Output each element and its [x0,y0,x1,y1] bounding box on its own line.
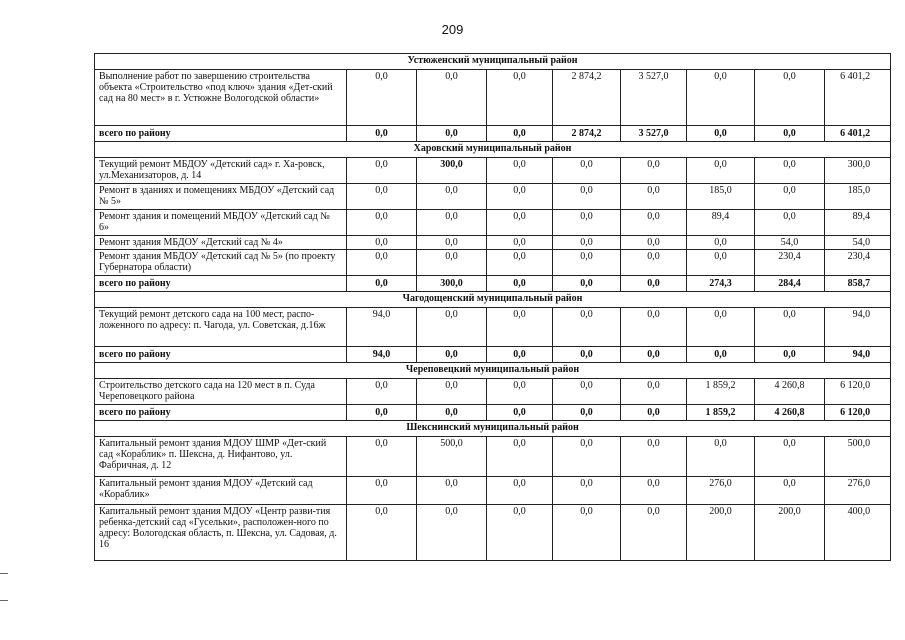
total-value: 0,0 [553,347,621,363]
row-value: 0,0 [621,236,687,250]
row-value: 0,0 [755,308,825,347]
row-value: 0,0 [347,250,417,276]
row-name: Ремонт в зданиях и помещениях МБДОУ «Детский сад № 5» [95,184,347,210]
row-value: 0,0 [687,236,755,250]
row-value: 0,0 [347,379,417,405]
row-value: 500,0 [825,437,891,477]
row-value: 0,0 [487,379,553,405]
total-value: 858,7 [825,276,891,292]
row-value: 0,0 [487,437,553,477]
row-value: 0,0 [417,477,487,505]
row-name: Текущий ремонт детского сада на 100 мест, распо-ложенного по адресу: п. Чагода, ул. Советская, д.16ж [95,308,347,347]
row-name: Капитальный ремонт здания МДОУ ШМР «Дет-ский сад «Кораблик» п. Шексна, д. Нифантово, ул. Фабричная, д. 12 [95,437,347,477]
row-value: 0,0 [755,184,825,210]
row-value: 0,0 [687,70,755,126]
row-value: 89,4 [825,210,891,236]
table-row [95,210,891,236]
row-value: 0,0 [553,308,621,347]
row-value: 200,0 [687,505,755,561]
row-value: 0,0 [417,184,487,210]
row-value: 0,0 [621,505,687,561]
total-value: 0,0 [347,126,417,142]
row-value: 0,0 [621,184,687,210]
total-row [95,405,891,421]
total-value: 274,3 [687,276,755,292]
row-value: 0,0 [553,250,621,276]
financing-table [94,53,891,561]
row-value: 0,0 [487,505,553,561]
row-value: 400,0 [825,505,891,561]
section-header [95,54,891,70]
row-value: 0,0 [621,379,687,405]
row-value: 0,0 [755,437,825,477]
row-value: 230,4 [825,250,891,276]
row-value: 300,0 [417,158,487,184]
row-value: 0,0 [487,308,553,347]
margin-mark [0,573,8,574]
table-row [95,437,891,477]
row-value: 94,0 [825,308,891,347]
table-row [95,250,891,276]
row-value: 0,0 [687,158,755,184]
row-name: Выполнение работ по завершению строительства объекта «Строительство «под ключ» здания «Дет-ский сад на 80 мест» в г. Устюжне Вологодской области» [95,70,347,126]
row-value: 0,0 [487,210,553,236]
row-value: 0,0 [755,210,825,236]
total-label: всего по району [95,126,347,142]
row-value: 0,0 [417,250,487,276]
section-header [95,421,891,437]
row-value: 54,0 [825,236,891,250]
row-value: 0,0 [417,505,487,561]
row-value: 0,0 [487,70,553,126]
total-value: 94,0 [825,347,891,363]
total-row [95,347,891,363]
row-value: 0,0 [687,437,755,477]
total-value: 0,0 [417,347,487,363]
row-value: 0,0 [621,210,687,236]
row-value: 0,0 [621,158,687,184]
section-title: Харовский муниципальный район [95,142,891,158]
row-value: 0,0 [553,184,621,210]
total-value: 0,0 [621,347,687,363]
total-value: 0,0 [347,405,417,421]
total-value: 0,0 [347,276,417,292]
row-name: Капитальный ремонт здания МДОУ «Центр разви-тия ребенка-детский сад «Гусельки», расположен-ного по адресу: Вологодская область, п. Шексна, ул. Садовая, д. 16 [95,505,347,561]
total-value: 94,0 [347,347,417,363]
table-body [95,54,891,561]
row-value: 0,0 [347,158,417,184]
row-value: 0,0 [487,250,553,276]
total-label: всего по району [95,347,347,363]
section-header [95,292,891,308]
row-name: Строительство детского сада на 120 мест в п. Суда Череповецкого района [95,379,347,405]
row-value: 276,0 [687,477,755,505]
table-row [95,477,891,505]
row-value: 1 859,2 [687,379,755,405]
row-value: 185,0 [825,184,891,210]
table-row [95,236,891,250]
row-value: 0,0 [553,505,621,561]
row-name: Капитальный ремонт здания МДОУ «Детский сад «Кораблик» [95,477,347,505]
row-value: 0,0 [553,477,621,505]
row-value: 300,0 [825,158,891,184]
page-number: 209 [441,22,464,37]
row-value: 0,0 [553,158,621,184]
row-value: 185,0 [687,184,755,210]
table-row [95,379,891,405]
total-label: всего по району [95,276,347,292]
row-value: 0,0 [621,477,687,505]
row-value: 54,0 [755,236,825,250]
row-value: 3 527,0 [621,70,687,126]
row-value: 0,0 [621,250,687,276]
row-value: 0,0 [553,210,621,236]
total-value: 0,0 [621,276,687,292]
total-value: 0,0 [487,126,553,142]
row-value: 2 874,2 [553,70,621,126]
total-value: 0,0 [553,276,621,292]
row-value: 0,0 [755,158,825,184]
row-value: 4 260,8 [755,379,825,405]
row-value: 0,0 [347,236,417,250]
total-row [95,276,891,292]
table-row [95,184,891,210]
row-value: 89,4 [687,210,755,236]
row-value: 0,0 [347,505,417,561]
total-value: 0,0 [417,405,487,421]
row-value: 0,0 [417,308,487,347]
section-title: Шекснинский муниципальный район [95,421,891,437]
total-row [95,126,891,142]
total-value: 300,0 [417,276,487,292]
row-value: 230,4 [755,250,825,276]
row-value: 0,0 [487,158,553,184]
row-name: Текущий ремонт МБДОУ «Детский сад» г. Ха-ровск, ул.Механизаторов, д. 14 [95,158,347,184]
row-value: 0,0 [487,184,553,210]
section-title: Череповецкий муниципальный район [95,363,891,379]
row-value: 200,0 [755,505,825,561]
total-value: 0,0 [621,405,687,421]
row-value: 0,0 [553,236,621,250]
section-title: Чагодощенский муниципальный район [95,292,891,308]
margin-mark [0,600,8,601]
row-value: 0,0 [347,437,417,477]
total-value: 6 401,2 [825,126,891,142]
total-value: 0,0 [687,126,755,142]
row-value: 0,0 [487,477,553,505]
row-name: Ремонт здания МБДОУ «Детский сад № 5» (по проекту Губернатора области) [95,250,347,276]
row-value: 0,0 [347,210,417,236]
total-value: 0,0 [755,347,825,363]
total-value: 0,0 [755,126,825,142]
row-value: 0,0 [621,437,687,477]
row-value: 500,0 [417,437,487,477]
total-value: 0,0 [687,347,755,363]
total-value: 0,0 [487,347,553,363]
row-value: 0,0 [755,70,825,126]
total-value: 0,0 [487,405,553,421]
total-value: 0,0 [417,126,487,142]
row-value: 0,0 [417,379,487,405]
row-value: 94,0 [347,308,417,347]
row-name: Ремонт здания и помещений МБДОУ «Детский сад № 6» [95,210,347,236]
section-title: Устюженский муниципальный район [95,54,891,70]
table-row [95,158,891,184]
total-value: 1 859,2 [687,405,755,421]
row-value: 0,0 [347,477,417,505]
total-value: 4 260,8 [755,405,825,421]
row-value: 0,0 [417,70,487,126]
table-row [95,308,891,347]
row-value: 0,0 [621,308,687,347]
row-value: 0,0 [553,379,621,405]
row-value: 0,0 [417,210,487,236]
total-label: всего по району [95,405,347,421]
row-value: 0,0 [347,184,417,210]
total-value: 284,4 [755,276,825,292]
total-value: 2 874,2 [553,126,621,142]
section-header [95,142,891,158]
table-row [95,70,891,126]
row-value: 6 120,0 [825,379,891,405]
row-value: 0,0 [417,236,487,250]
row-value: 0,0 [347,70,417,126]
section-header [95,363,891,379]
row-value: 0,0 [487,236,553,250]
row-value: 0,0 [687,250,755,276]
total-value: 6 120,0 [825,405,891,421]
row-value: 6 401,2 [825,70,891,126]
row-value: 0,0 [553,437,621,477]
total-value: 0,0 [553,405,621,421]
row-value: 0,0 [687,308,755,347]
row-name: Ремонт здания МБДОУ «Детский сад № 4» [95,236,347,250]
table-row [95,505,891,561]
row-value: 276,0 [825,477,891,505]
total-value: 3 527,0 [621,126,687,142]
row-value: 0,0 [755,477,825,505]
total-value: 0,0 [487,276,553,292]
